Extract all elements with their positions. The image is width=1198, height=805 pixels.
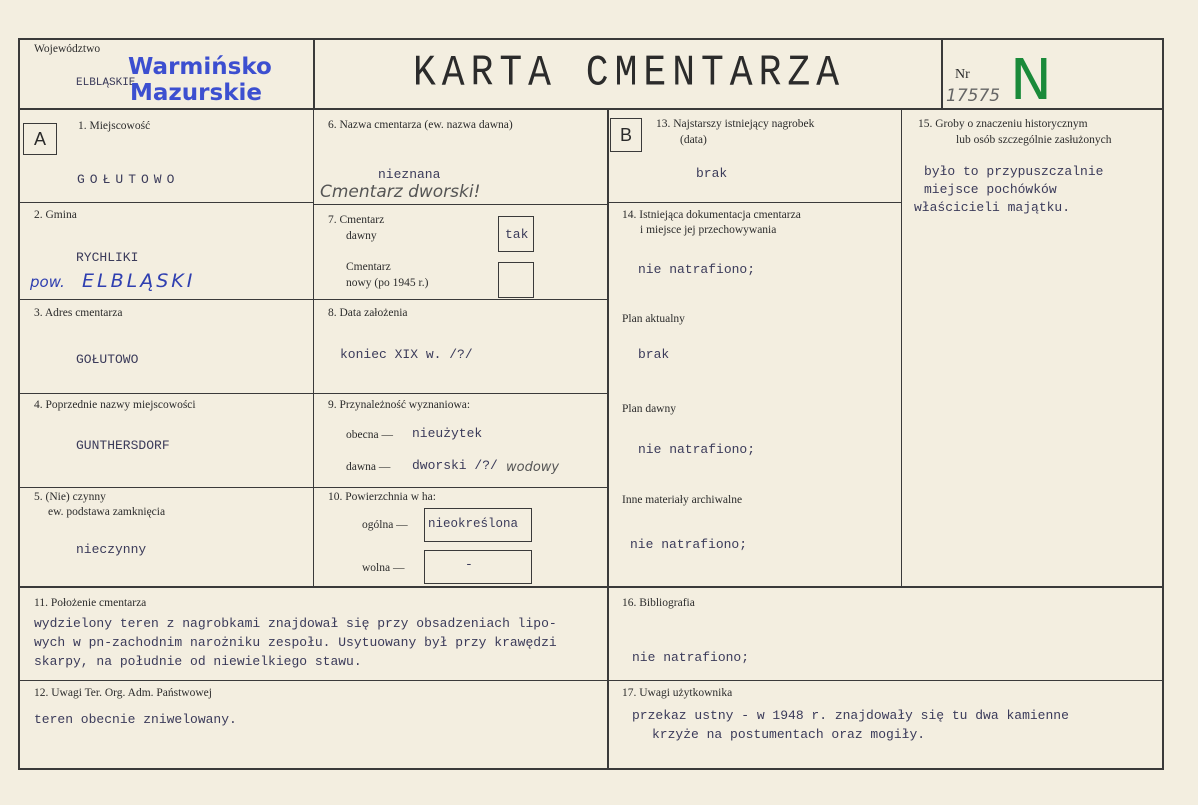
field-9-dawna-value: dworski /?/: [412, 458, 498, 473]
divider: [313, 108, 314, 586]
divider: [18, 487, 608, 488]
wojewodztwo-old-value: ELBLĄSKIE: [76, 77, 136, 89]
field-9-obecna-label: obecna —: [346, 429, 393, 441]
field-11-line3: skarpy, na południe od niewielkiego stawu.: [34, 654, 362, 669]
field-4-value: GUNTHERSDORF: [76, 438, 170, 453]
field-16-value: nie natrafiono;: [632, 650, 750, 665]
divider: [18, 108, 1164, 110]
plan-aktualny-label: Plan aktualny: [622, 313, 685, 325]
field-13-value: brak: [696, 166, 728, 181]
plan-dawny-value: nie natrafiono;: [638, 442, 756, 457]
field-17-label: 17. Uwagi użytkownika: [622, 687, 733, 699]
field-8-value: koniec XIX w. /?/: [340, 347, 473, 362]
field-10-label: 10. Powierzchnia w ha:: [328, 491, 436, 503]
inne-materialy-label: Inne materiały archiwalne: [622, 494, 743, 506]
divider: [313, 38, 315, 110]
field-7-label-2: dawny: [346, 230, 377, 242]
field-5-value: nieczynny: [76, 542, 147, 557]
wojewodztwo-stamp-line1: Warmińsko: [128, 54, 272, 80]
field-10-wolna-box: [424, 550, 532, 584]
field-11-label: 11. Położenie cmentarza: [34, 597, 147, 609]
field-14-value: nie natrafiono;: [638, 262, 756, 277]
field-7-label-1: 7. Cmentarz: [328, 214, 385, 226]
field-15-line3: właścicieli majątku.: [914, 200, 1071, 215]
field-9-dawna-label: dawna —: [346, 461, 391, 473]
field-15-label-1: 15. Groby o znaczeniu historycznym: [918, 118, 1088, 130]
field-1-value: GOŁUTOWO: [77, 172, 180, 187]
field-1-label: 1. Miejscowość: [78, 120, 151, 132]
field-14-label-2: i miejsce jej przechowywania: [640, 224, 777, 236]
divider: [901, 108, 902, 586]
field-2-value: RYCHLIKI: [76, 250, 139, 265]
field-13-label-2: (data): [680, 134, 707, 146]
checkbox-dawny-value: tak: [505, 227, 529, 242]
section-a-badge: A: [23, 123, 57, 155]
field-10-ogolna-value: nieokreślona: [428, 517, 519, 531]
field-10-ogolna-box: [424, 508, 532, 542]
nr-letter: N: [1010, 48, 1052, 113]
field-17-line2: krzyże na postumentach oraz mogiły.: [652, 727, 926, 742]
divider: [607, 202, 902, 203]
field-16-label: 16. Bibliografia: [622, 597, 695, 609]
wojewodztwo-label: Województwo: [34, 43, 101, 55]
field-15-label-2: lub osób szczególnie zasłużonych: [956, 134, 1112, 146]
checkbox-dawny: [498, 216, 534, 252]
plan-aktualny-value: brak: [638, 347, 670, 362]
divider: [314, 204, 608, 205]
field-9-label: 9. Przynależność wyznaniowa:: [328, 399, 471, 411]
field-9-dawna-hand: wodowy: [506, 460, 560, 475]
field-4-label: 4. Poprzednie nazwy miejscowości: [34, 399, 196, 411]
field-10-ogolna-label: ogólna —: [362, 519, 408, 531]
divider: [18, 680, 1164, 681]
section-b-badge: B: [610, 118, 642, 152]
field-2-hand-prefix: pow.: [30, 273, 65, 291]
field-12-label: 12. Uwagi Ter. Org. Adm. Państwowej: [34, 687, 212, 699]
wojewodztwo-stamp-line2: Mazurskie: [130, 80, 262, 106]
field-10-wolna-label: wolna —: [362, 562, 405, 574]
field-14-label-1: 14. Istniejąca dokumentacja cmentarza: [622, 209, 801, 221]
inne-materialy-value: nie natrafiono;: [630, 537, 748, 552]
card-title: KARTA CMENTARZA: [412, 48, 846, 99]
field-9-obecna-value: nieużytek: [412, 426, 483, 441]
field-3-label: 3. Adres cmentarza: [34, 307, 123, 319]
field-2-hand-value: ELBLĄSKI: [82, 270, 196, 292]
field-11-line2: wych w pn-zachodnim narożniku zespołu. Usytuowany był przy krawędzi: [34, 635, 557, 650]
field-5-label-2: ew. podstawa zamknięcia: [48, 506, 166, 518]
field-6-value: nieznana: [378, 167, 441, 182]
field-5-label-1: 5. (Nie) czynny: [34, 491, 106, 503]
field-11-line1: wydzielony teren z nagrobkami znajdował się przy obsadzeniach lipo-: [34, 616, 557, 631]
divider: [18, 393, 608, 394]
field-3-value: GOŁUTOWO: [76, 352, 139, 367]
field-2-label: 2. Gmina: [34, 209, 77, 221]
field-7-label-3: Cmentarz: [346, 261, 391, 273]
divider: [607, 108, 609, 770]
field-6-hand: Cmentarz dworski!: [320, 182, 481, 202]
field-15-line1: było to przypuszczalnie: [924, 164, 1104, 179]
divider: [18, 202, 314, 203]
nr-label: Nr: [955, 67, 970, 82]
divider: [18, 299, 608, 300]
field-13-label-1: 13. Najstarszy istniejący nagrobek: [656, 118, 815, 130]
field-8-label: 8. Data założenia: [328, 307, 408, 319]
plan-dawny-label: Plan dawny: [622, 403, 676, 415]
field-15-line2: miejsce pochówków: [924, 182, 1057, 197]
field-17-line1: przekaz ustny - w 1948 r. znajdowały się tu dwa kamienne: [632, 708, 1069, 723]
field-10-wolna-value: -: [465, 557, 473, 572]
field-12-value: teren obecnie zniwelowany.: [34, 712, 237, 727]
field-6-label: 6. Nazwa cmentarza (ew. nazwa dawna): [328, 119, 513, 131]
field-7-label-4: nowy (po 1945 r.): [346, 277, 429, 289]
checkbox-nowy: [498, 262, 534, 298]
nr-handwritten: 17575: [946, 86, 1001, 106]
divider: [18, 586, 1164, 588]
